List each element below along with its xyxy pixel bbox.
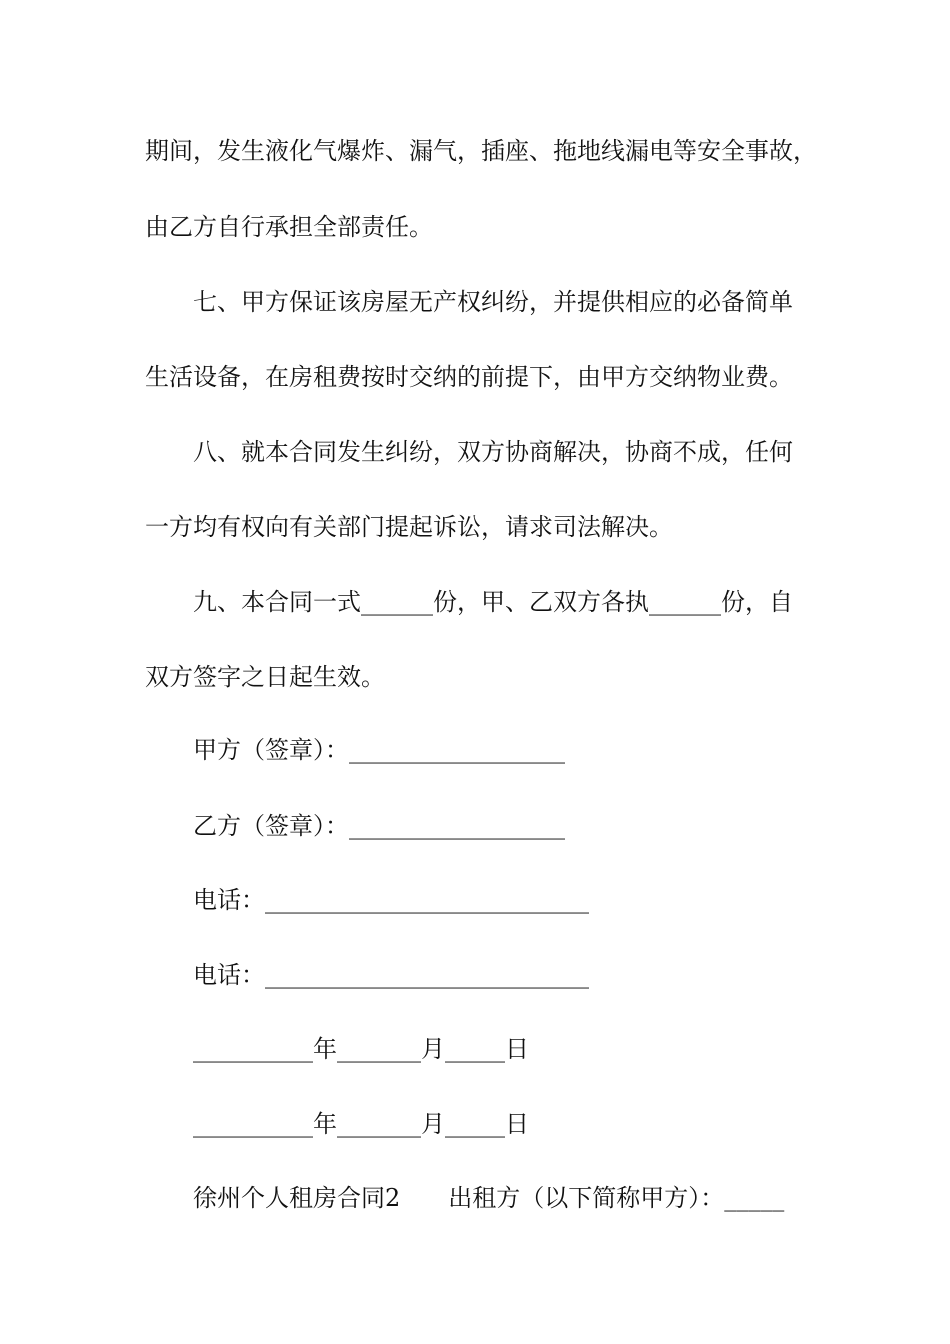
clause-7-line-1: 七、甲方保证该房屋无产权纠纷，并提供相应的必备简单 bbox=[193, 288, 793, 316]
date-line-2: __________年_______月_____日 bbox=[193, 1110, 529, 1138]
party-b-signature-line: 乙方（签章）：__________________ bbox=[193, 812, 565, 840]
clause-9-line-2: 双方签字之日起生效。 bbox=[145, 663, 385, 691]
phone-line-2: 电话：___________________________ bbox=[193, 961, 589, 989]
paragraph-6-line-2: 由乙方自行承担全部责任。 bbox=[145, 213, 433, 241]
clause-7-line-2: 生活设备，在房租费按时交纳的前提下，由甲方交纳物业费。 bbox=[145, 363, 793, 391]
paragraph-6-line-1: 期间，发生液化气爆炸、漏气，插座、拖地线漏电等安全事故， bbox=[145, 137, 817, 165]
clause-9-line-1: 九、本合同一式______份，甲、乙双方各执______份，自 bbox=[193, 588, 793, 616]
clause-8-line-2: 一方均有权向有关部门提起诉讼，请求司法解决。 bbox=[145, 513, 673, 541]
party-a-signature-line: 甲方（签章）：__________________ bbox=[193, 736, 565, 764]
clause-8-line-1: 八、就本合同发生纠纷，双方协商解决，协商不成，任何 bbox=[193, 438, 793, 466]
phone-line-1: 电话：___________________________ bbox=[193, 886, 589, 914]
next-contract-heading-line: 徐州个人租房合同2 出租方（以下简称甲方）：_____ bbox=[193, 1184, 785, 1212]
date-line-1: __________年_______月_____日 bbox=[193, 1035, 529, 1063]
